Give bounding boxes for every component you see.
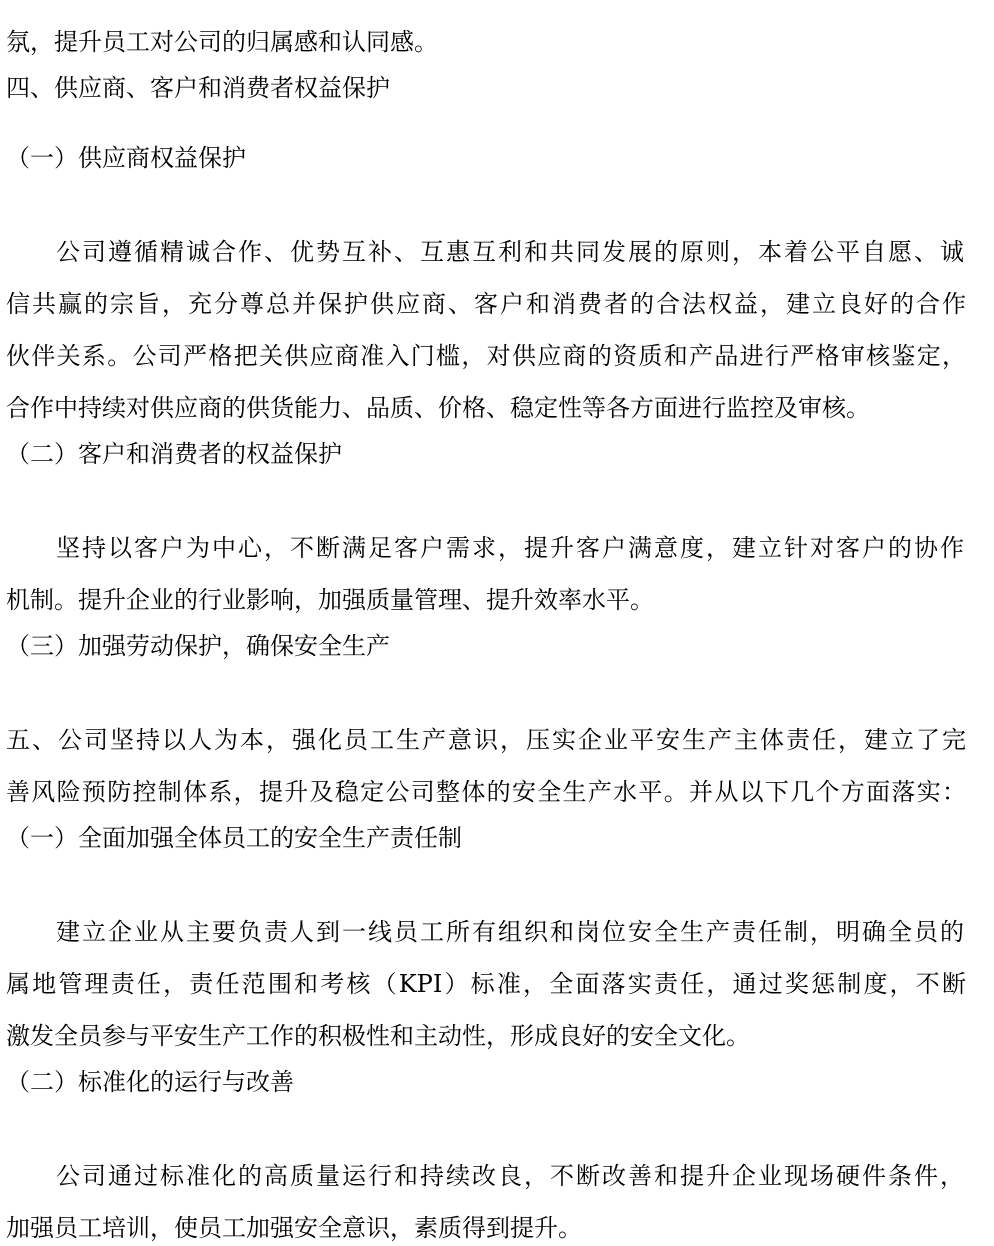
paragraph-line: 善风险预防控制体系，提升及稳定公司整体的安全生产水平。并从以下几个方面落实： <box>6 778 966 806</box>
paragraph-line: 激发全员参与平安生产工作的积极性和主动性，形成良好的安全文化。 <box>6 1022 750 1050</box>
paragraph-line: 伙伴关系。公司严格把关供应商准入门槛，对供应商的资质和产品进行严格审核鉴定， <box>6 342 966 370</box>
section-heading: 四、供应商、客户和消费者权益保护 <box>6 74 390 102</box>
paragraph-line: 加强员工培训，使员工加强安全意识，素质得到提升。 <box>6 1214 582 1242</box>
paragraph-line: 公司通过标准化的高质量运行和持续改良，不断改善和提升企业现场硬件条件， <box>56 1162 964 1190</box>
subsection-heading: （二）标准化的运行与改善 <box>6 1068 294 1096</box>
paragraph-line: 信共赢的宗旨，充分尊总并保护供应商、客户和消费者的合法权益，建立良好的合作 <box>6 290 966 318</box>
subsection-heading: （一）全面加强全体员工的安全生产责任制 <box>6 824 462 852</box>
paragraph-line: 五、公司坚持以人为本，强化员工生产意识，压实企业平安生产主体责任，建立了完 <box>6 726 966 754</box>
subsection-heading: （三）加强劳动保护，确保安全生产 <box>6 632 390 660</box>
paragraph-line: 合作中持续对供应商的供货能力、品质、价格、稳定性等各方面进行监控及审核。 <box>6 394 870 422</box>
subsection-heading: （一）供应商权益保护 <box>6 144 246 172</box>
paragraph-line: 公司遵循精诚合作、优势互补、互惠互利和共同发展的原则，本着公平自愿、诚 <box>56 238 964 266</box>
paragraph-line: 机制。提升企业的行业影响，加强质量管理、提升效率水平。 <box>6 586 654 614</box>
paragraph-line: 氛，提升员工对公司的归属感和认同感。 <box>6 28 438 56</box>
paragraph-line: 坚持以客户为中心，不断满足客户需求，提升客户满意度，建立针对客户的协作 <box>56 534 964 562</box>
subsection-heading: （二）客户和消费者的权益保护 <box>6 440 342 468</box>
paragraph-line: 属地管理责任，责任范围和考核（KPI）标准，全面落实责任，通过奖惩制度，不断 <box>6 970 966 998</box>
paragraph-line: 建立企业从主要负责人到一线员工所有组织和岗位安全生产责任制，明确全员的 <box>56 918 964 946</box>
